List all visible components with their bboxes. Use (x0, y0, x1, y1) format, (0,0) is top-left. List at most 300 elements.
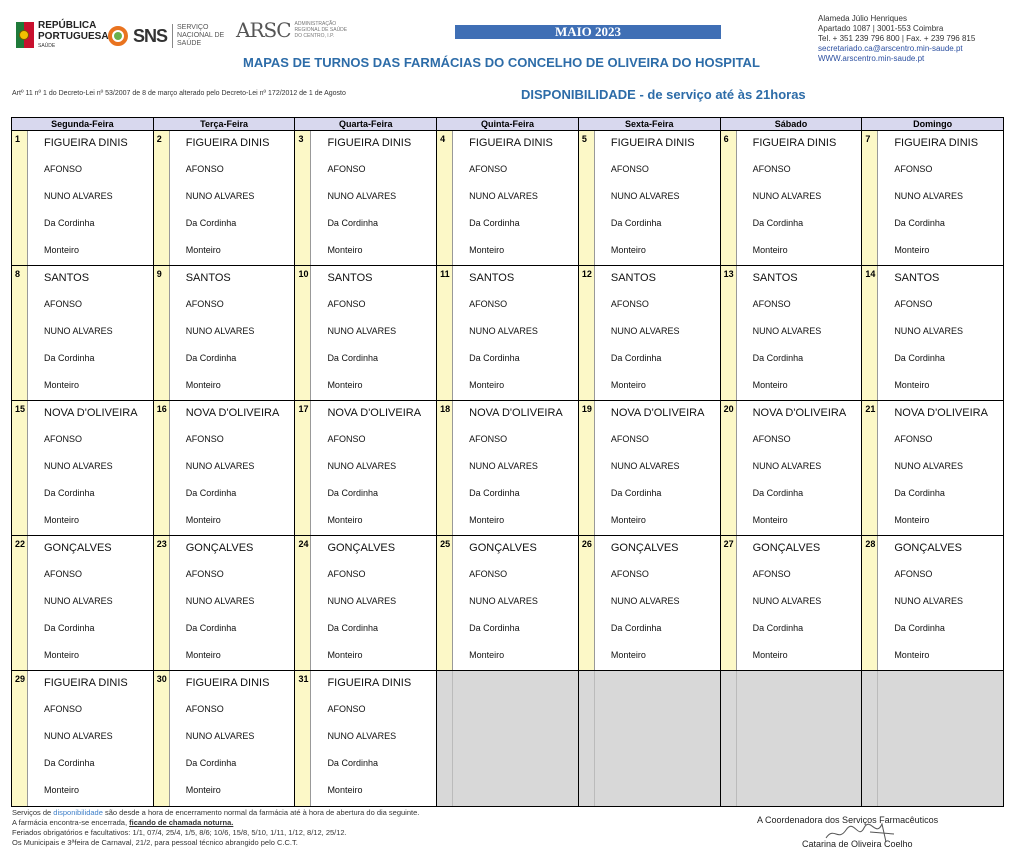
pharmacy-name: Da Cordinha (610, 353, 662, 363)
pharmacy-name: Da Cordinha (894, 353, 945, 363)
pharmacy-name: Da Cordinha (327, 623, 378, 633)
pharmacy-name: NUNO ALVARES (469, 461, 538, 471)
sns-logo (108, 24, 232, 48)
week-row (12, 401, 1003, 536)
day-cell (295, 131, 437, 265)
weekday-header: Sábado (721, 118, 863, 130)
coordinator-name: Catarina de Oliveira Coelho (802, 839, 913, 849)
arsc-word: ARSC (236, 18, 291, 42)
pharmacy-name: NUNO ALVARES (185, 596, 255, 606)
sns-desc: SERVIÇO NACIONAL DE SAÚDE (172, 24, 232, 48)
day-cell (12, 671, 154, 806)
pharmacy-name: NUNO ALVARES (469, 326, 538, 336)
pharmacy-name: NUNO ALVARES (327, 596, 397, 606)
pharmacy-name: SANTOS (469, 272, 515, 284)
pharmacy-name: Monteiro (185, 245, 221, 255)
day-cell (437, 401, 579, 535)
pharmacy-name: AFONSO (185, 299, 224, 309)
pharmacy-name: NUNO ALVARES (752, 191, 822, 201)
pharmacy-name: NUNO ALVARES (469, 191, 538, 201)
pharmacy-list (595, 131, 720, 265)
pharmacy-name: AFONSO (894, 299, 933, 309)
pharmacy-name: Monteiro (44, 245, 80, 255)
address-email: secretariado.ca@arscentro.min-saude.pt (818, 44, 963, 53)
day-number: 14 (862, 266, 878, 400)
pharmacy-name: NOVA D'OLIVEIRA (469, 407, 563, 419)
day-number: 10 (295, 266, 311, 400)
pharmacy-list (170, 671, 295, 806)
pharmacy-name: FIGUEIRA DINIS (894, 137, 979, 149)
note1-post: são desde a hora de encerramento normal da farmácia até à hora de abertura do dia seguinte. (102, 808, 420, 817)
pharmacy-name: AFONSO (44, 164, 83, 174)
pharmacy-name: FIGUEIRA DINIS (185, 677, 270, 689)
page-title: MAPAS DE TURNOS DAS FARMÁCIAS DO CONCELHO DE OLIVEIRA DO HOSPITAL (243, 55, 760, 70)
pharmacy-name: Da Cordinha (44, 758, 95, 768)
pharmacy-list (311, 401, 436, 535)
pharmacy-name: NOVA D'OLIVEIRA (752, 407, 847, 419)
day-number: 3 (295, 131, 311, 265)
pharmacy-name: Da Cordinha (610, 623, 662, 633)
pharmacy-name: NUNO ALVARES (44, 191, 113, 201)
day-number: 26 (579, 536, 595, 670)
pharmacy-name: AFONSO (752, 299, 791, 309)
day-cell (154, 536, 296, 670)
pharmacy-name: FIGUEIRA DINIS (469, 137, 553, 149)
day-cell (295, 536, 437, 670)
weekday-header: Terça-Feira (154, 118, 296, 130)
pharmacy-name: Da Cordinha (610, 218, 662, 228)
pharmacy-list (737, 266, 862, 400)
pharmacy-name: GONÇALVES (894, 542, 962, 554)
pharmacy-list (737, 536, 862, 670)
pharmacy-list (170, 536, 295, 670)
day-cell (579, 401, 721, 535)
shift-calendar (11, 117, 1004, 807)
sns-word: SNS (133, 25, 168, 46)
pharmacy-name: Da Cordinha (752, 218, 804, 228)
pharmacy-name: Da Cordinha (44, 623, 95, 633)
pharmacy-name: AFONSO (469, 434, 508, 444)
pharmacy-name: Monteiro (610, 515, 646, 525)
day-number: 8 (12, 266, 28, 400)
pharmacy-name: Da Cordinha (44, 353, 95, 363)
note-municipal: Os Municipais e 3ªfeira de Carnaval, 21/2, para pessoal técnico abrangido pelo C.C.T. (12, 838, 298, 847)
pharmacy-list (878, 671, 1003, 806)
day-cell (721, 536, 863, 670)
pharmacy-name: AFONSO (610, 164, 649, 174)
day-cell (721, 131, 863, 265)
pharmacy-name: AFONSO (469, 299, 508, 309)
day-number: 4 (437, 131, 453, 265)
logo-rp-line1: REPÚBLICA (38, 20, 97, 31)
pharmacy-name: Monteiro (327, 650, 363, 660)
day-number (862, 671, 878, 806)
pharmacy-list (28, 266, 153, 400)
address-line1: Alameda Júlio Henriques (818, 14, 907, 23)
pharmacy-name: AFONSO (752, 164, 791, 174)
pharmacy-name: AFONSO (327, 434, 366, 444)
day-cell (12, 536, 154, 670)
pharmacy-name: Monteiro (44, 380, 80, 390)
arsc-desc: ADMINISTRAÇÃO REGIONAL DE SAÚDE DO CENTRO, I.P. (294, 21, 348, 39)
pharmacy-name: FIGUEIRA DINIS (327, 677, 412, 689)
day-number: 23 (154, 536, 170, 670)
day-cell (154, 266, 296, 400)
pharmacy-name: NUNO ALVARES (44, 461, 113, 471)
logo-rp-sub: SAÚDE (38, 43, 56, 49)
pharmacy-name: Da Cordinha (44, 488, 95, 498)
pharmacy-name: Da Cordinha (894, 218, 945, 228)
pharmacy-name: Monteiro (44, 515, 80, 525)
pharmacy-name: NUNO ALVARES (327, 731, 397, 741)
note-closed (12, 818, 419, 828)
week-row (12, 131, 1003, 266)
day-cell (579, 131, 721, 265)
pharmacy-name: Monteiro (752, 515, 788, 525)
pharmacy-name: Monteiro (610, 380, 646, 390)
day-cell (437, 536, 579, 670)
day-number: 12 (579, 266, 595, 400)
pharmacy-name: FIGUEIRA DINIS (44, 677, 128, 689)
pharmacy-name: Monteiro (610, 650, 646, 660)
pharmacy-name: Da Cordinha (327, 758, 378, 768)
pharmacy-name: FIGUEIRA DINIS (185, 137, 270, 149)
pharmacy-name: NUNO ALVARES (894, 326, 963, 336)
day-cell (862, 131, 1003, 265)
pharmacy-name: NUNO ALVARES (327, 461, 397, 471)
pharmacy-name: Da Cordinha (894, 623, 945, 633)
pharmacy-name: AFONSO (327, 704, 366, 714)
day-number: 16 (154, 401, 170, 535)
day-number: 11 (437, 266, 453, 400)
pharmacy-name: AFONSO (185, 569, 224, 579)
flag-icon (16, 22, 34, 48)
day-number: 28 (862, 536, 878, 670)
day-cell (12, 131, 154, 265)
pharmacy-name: Monteiro (894, 245, 930, 255)
pharmacy-name: Da Cordinha (185, 488, 237, 498)
pharmacy-list (453, 671, 578, 806)
day-number: 1 (12, 131, 28, 265)
pharmacy-name: AFONSO (185, 704, 224, 714)
pharmacy-name: Da Cordinha (894, 488, 945, 498)
note1-highlight: disponibilidade (53, 808, 103, 817)
pharmacy-name: NUNO ALVARES (752, 461, 822, 471)
pharmacy-list (28, 401, 153, 535)
pharmacy-name: Monteiro (327, 785, 363, 795)
pharmacy-name: AFONSO (894, 164, 933, 174)
pharmacy-name: AFONSO (894, 434, 933, 444)
pharmacy-list (737, 401, 862, 535)
pharmacy-name: Monteiro (185, 650, 221, 660)
footer-notes (12, 808, 419, 848)
pharmacy-list (170, 401, 295, 535)
pharmacy-name: AFONSO (44, 299, 83, 309)
pharmacy-name: NUNO ALVARES (44, 326, 113, 336)
day-cell (862, 266, 1003, 400)
pharmacy-name: NUNO ALVARES (894, 596, 963, 606)
pharmacy-list (453, 536, 578, 670)
pharmacy-name: NOVA D'OLIVEIRA (327, 407, 422, 419)
pharmacy-list (311, 266, 436, 400)
day-number: 7 (862, 131, 878, 265)
pharmacy-list (28, 536, 153, 670)
pharmacy-name: NUNO ALVARES (752, 326, 822, 336)
day-cell (862, 401, 1003, 535)
day-cell (579, 536, 721, 670)
day-cell (862, 536, 1003, 670)
day-cell (154, 131, 296, 265)
arsc-logo (236, 18, 355, 42)
availability-heading: DISPONIBILIDADE - de serviço até às 21horas (521, 87, 806, 102)
pharmacy-list (453, 266, 578, 400)
pharmacy-name: NUNO ALVARES (185, 461, 255, 471)
pharmacy-list (595, 536, 720, 670)
pharmacy-name: Da Cordinha (752, 623, 804, 633)
day-number: 17 (295, 401, 311, 535)
pharmacy-name: Monteiro (327, 380, 363, 390)
day-number: 19 (579, 401, 595, 535)
pharmacy-name: Monteiro (894, 650, 930, 660)
pharmacy-name: Monteiro (469, 650, 505, 660)
day-number: 24 (295, 536, 311, 670)
pharmacy-name: NUNO ALVARES (44, 596, 113, 606)
day-cell (154, 401, 296, 535)
pharmacy-name: FIGUEIRA DINIS (752, 137, 837, 149)
address-web: WWW.arscentro.min-saude.pt (818, 54, 925, 63)
pharmacy-name: NUNO ALVARES (752, 596, 822, 606)
pharmacy-list (737, 131, 862, 265)
pharmacy-name: Monteiro (469, 245, 505, 255)
day-number: 5 (579, 131, 595, 265)
day-number: 30 (154, 671, 170, 806)
pharmacy-name: GONÇALVES (610, 542, 679, 554)
pharmacy-list (595, 266, 720, 400)
day-number: 6 (721, 131, 737, 265)
pharmacy-name: SANTOS (610, 272, 656, 284)
day-number: 2 (154, 131, 170, 265)
pharmacy-name: Da Cordinha (469, 218, 520, 228)
pharmacy-name: Monteiro (185, 785, 221, 795)
pharmacy-name: AFONSO (327, 164, 366, 174)
pharmacy-list (311, 671, 436, 806)
pharmacy-name: Monteiro (185, 380, 221, 390)
pharmacy-name: AFONSO (327, 299, 366, 309)
address-line3: Tel. + 351 239 796 800 | Fax. + 239 796 815 (818, 34, 976, 43)
legal-reference: Artº 11 nº 1 do Decreto-Lei nº 53/2007 de 8 de março alterado pelo Decreto-Lei nº 172/2012 de 1 de Agosto (12, 90, 346, 97)
pharmacy-name: AFONSO (610, 299, 649, 309)
pharmacy-name: Da Cordinha (469, 623, 520, 633)
pharmacy-name: Da Cordinha (327, 353, 378, 363)
pharmacy-list (453, 401, 578, 535)
day-number: 15 (12, 401, 28, 535)
pharmacy-name: Da Cordinha (185, 353, 237, 363)
pharmacy-name: NUNO ALVARES (185, 326, 255, 336)
week-row (12, 266, 1003, 401)
pharmacy-name: NUNO ALVARES (894, 191, 963, 201)
pharmacy-name: NUNO ALVARES (610, 191, 680, 201)
pharmacy-name: Da Cordinha (44, 218, 95, 228)
note-holidays: Feriados obrigatórios e facultativos: 1/1, 07/4, 25/4, 1/5, 8/6; 10/6, 15/8, 5/10, 1/11, 1/12, 8/12, 25/12. (12, 828, 347, 837)
address-line2: Apartado 1087 | 3001-553 Coimbra (818, 24, 944, 33)
pharmacy-list (595, 671, 720, 806)
pharmacy-name: GONÇALVES (469, 542, 537, 554)
week-row (12, 536, 1003, 671)
pharmacy-list (170, 266, 295, 400)
note2-underline: ficando de chamada noturna. (129, 818, 234, 827)
day-cell (721, 266, 863, 400)
pharmacy-name: Da Cordinha (327, 488, 378, 498)
pharmacy-name: Da Cordinha (752, 488, 804, 498)
pharmacy-list (28, 671, 153, 806)
pharmacy-name: Monteiro (327, 515, 363, 525)
empty-day-cell (721, 671, 863, 806)
pharmacy-name: Da Cordinha (185, 218, 237, 228)
coordinator-title: A Coordenadora dos Serviços Farmacêuticos (757, 815, 939, 825)
weekday-header-row (12, 118, 1003, 131)
pharmacy-name: Monteiro (752, 245, 788, 255)
pharmacy-name: AFONSO (185, 164, 224, 174)
day-cell (295, 401, 437, 535)
empty-day-cell (862, 671, 1003, 806)
pharmacy-name: SANTOS (752, 272, 798, 284)
pharmacy-name: AFONSO (469, 569, 508, 579)
note2-pre: A farmácia encontra-se encerrada, (12, 818, 130, 827)
pharmacy-list (878, 536, 1003, 670)
pharmacy-name: AFONSO (185, 434, 224, 444)
day-number: 9 (154, 266, 170, 400)
day-number: 27 (721, 536, 737, 670)
address-block (818, 14, 975, 64)
pharmacy-name: SANTOS (894, 272, 940, 284)
pharmacy-name: SANTOS (185, 272, 231, 284)
pharmacy-name: Monteiro (894, 380, 930, 390)
pharmacy-name: NUNO ALVARES (469, 596, 538, 606)
pharmacy-name: SANTOS (44, 272, 90, 284)
day-cell (154, 671, 296, 806)
pharmacy-name: Monteiro (752, 650, 788, 660)
pharmacy-name: Da Cordinha (469, 353, 520, 363)
day-cell (295, 671, 437, 806)
day-number (721, 671, 737, 806)
pharmacy-name: NOVA D'OLIVEIRA (185, 407, 280, 419)
day-cell (295, 266, 437, 400)
pharmacy-name: Monteiro (610, 245, 646, 255)
calendar-body (12, 131, 1003, 806)
pharmacy-name: SANTOS (327, 272, 373, 284)
day-cell (12, 266, 154, 400)
pharmacy-name: Monteiro (469, 515, 505, 525)
note-availability (12, 808, 419, 818)
day-number: 25 (437, 536, 453, 670)
pharmacy-name: Da Cordinha (469, 488, 520, 498)
pharmacy-name: GONÇALVES (185, 542, 254, 554)
pharmacy-name: NUNO ALVARES (610, 596, 680, 606)
day-number: 18 (437, 401, 453, 535)
day-cell (12, 401, 154, 535)
pharmacy-name: FIGUEIRA DINIS (610, 137, 695, 149)
day-number: 20 (721, 401, 737, 535)
pharmacy-name: NUNO ALVARES (610, 461, 680, 471)
pharmacy-name: AFONSO (610, 434, 649, 444)
pharmacy-list (170, 131, 295, 265)
pharmacy-list (28, 131, 153, 265)
pharmacy-list (453, 131, 578, 265)
day-cell (721, 401, 863, 535)
pharmacy-name: Da Cordinha (752, 353, 804, 363)
pharmacy-list (878, 266, 1003, 400)
pharmacy-name: Monteiro (185, 515, 221, 525)
sns-circle-icon (108, 26, 128, 46)
pharmacy-name: Da Cordinha (185, 623, 237, 633)
weekday-header: Segunda-Feira (12, 118, 154, 130)
pharmacy-name: AFONSO (469, 164, 508, 174)
pharmacy-name: Monteiro (752, 380, 788, 390)
republica-portuguesa-logo (16, 20, 109, 49)
day-number: 21 (862, 401, 878, 535)
weekday-header: Quarta-Feira (295, 118, 437, 130)
pharmacy-name: NUNO ALVARES (894, 461, 963, 471)
pharmacy-name: GONÇALVES (44, 542, 112, 554)
pharmacy-name: AFONSO (44, 569, 83, 579)
week-row (12, 671, 1003, 806)
day-number (579, 671, 595, 806)
month-banner: MAIO 2023 (455, 25, 721, 39)
pharmacy-name: NUNO ALVARES (327, 326, 397, 336)
pharmacy-name: Monteiro (44, 650, 80, 660)
day-cell (579, 266, 721, 400)
day-cell (437, 131, 579, 265)
pharmacy-name: AFONSO (752, 569, 791, 579)
pharmacy-list (878, 131, 1003, 265)
weekday-header: Sexta-Feira (579, 118, 721, 130)
pharmacy-name: Monteiro (327, 245, 363, 255)
pharmacy-name: AFONSO (44, 704, 83, 714)
pharmacy-name: NOVA D'OLIVEIRA (44, 407, 138, 419)
pharmacy-list (878, 401, 1003, 535)
pharmacy-name: NUNO ALVARES (327, 191, 397, 201)
pharmacy-list (311, 131, 436, 265)
pharmacy-name: GONÇALVES (327, 542, 396, 554)
pharmacy-name: Da Cordinha (185, 758, 237, 768)
pharmacy-name: FIGUEIRA DINIS (327, 137, 412, 149)
pharmacy-name: NUNO ALVARES (185, 191, 255, 201)
day-number: 22 (12, 536, 28, 670)
pharmacy-list (595, 401, 720, 535)
pharmacy-name: NUNO ALVARES (185, 731, 255, 741)
pharmacy-name: NOVA D'OLIVEIRA (894, 407, 988, 419)
pharmacy-name: AFONSO (327, 569, 366, 579)
empty-day-cell (437, 671, 579, 806)
day-number (437, 671, 453, 806)
pharmacy-name: GONÇALVES (752, 542, 821, 554)
day-cell (437, 266, 579, 400)
weekday-header: Quinta-Feira (437, 118, 579, 130)
pharmacy-name: AFONSO (610, 569, 649, 579)
pharmacy-name: Da Cordinha (610, 488, 662, 498)
pharmacy-name: Da Cordinha (327, 218, 378, 228)
pharmacy-name: NUNO ALVARES (44, 731, 113, 741)
pharmacy-name: Monteiro (44, 785, 80, 795)
pharmacy-list (311, 536, 436, 670)
logo-rp-line2: PORTUGUESA (38, 31, 109, 42)
empty-day-cell (579, 671, 721, 806)
day-number: 13 (721, 266, 737, 400)
pharmacy-name: NOVA D'OLIVEIRA (610, 407, 705, 419)
pharmacy-name: Monteiro (469, 380, 505, 390)
note1-pre: Serviços de (12, 808, 54, 817)
pharmacy-name: NUNO ALVARES (610, 326, 680, 336)
